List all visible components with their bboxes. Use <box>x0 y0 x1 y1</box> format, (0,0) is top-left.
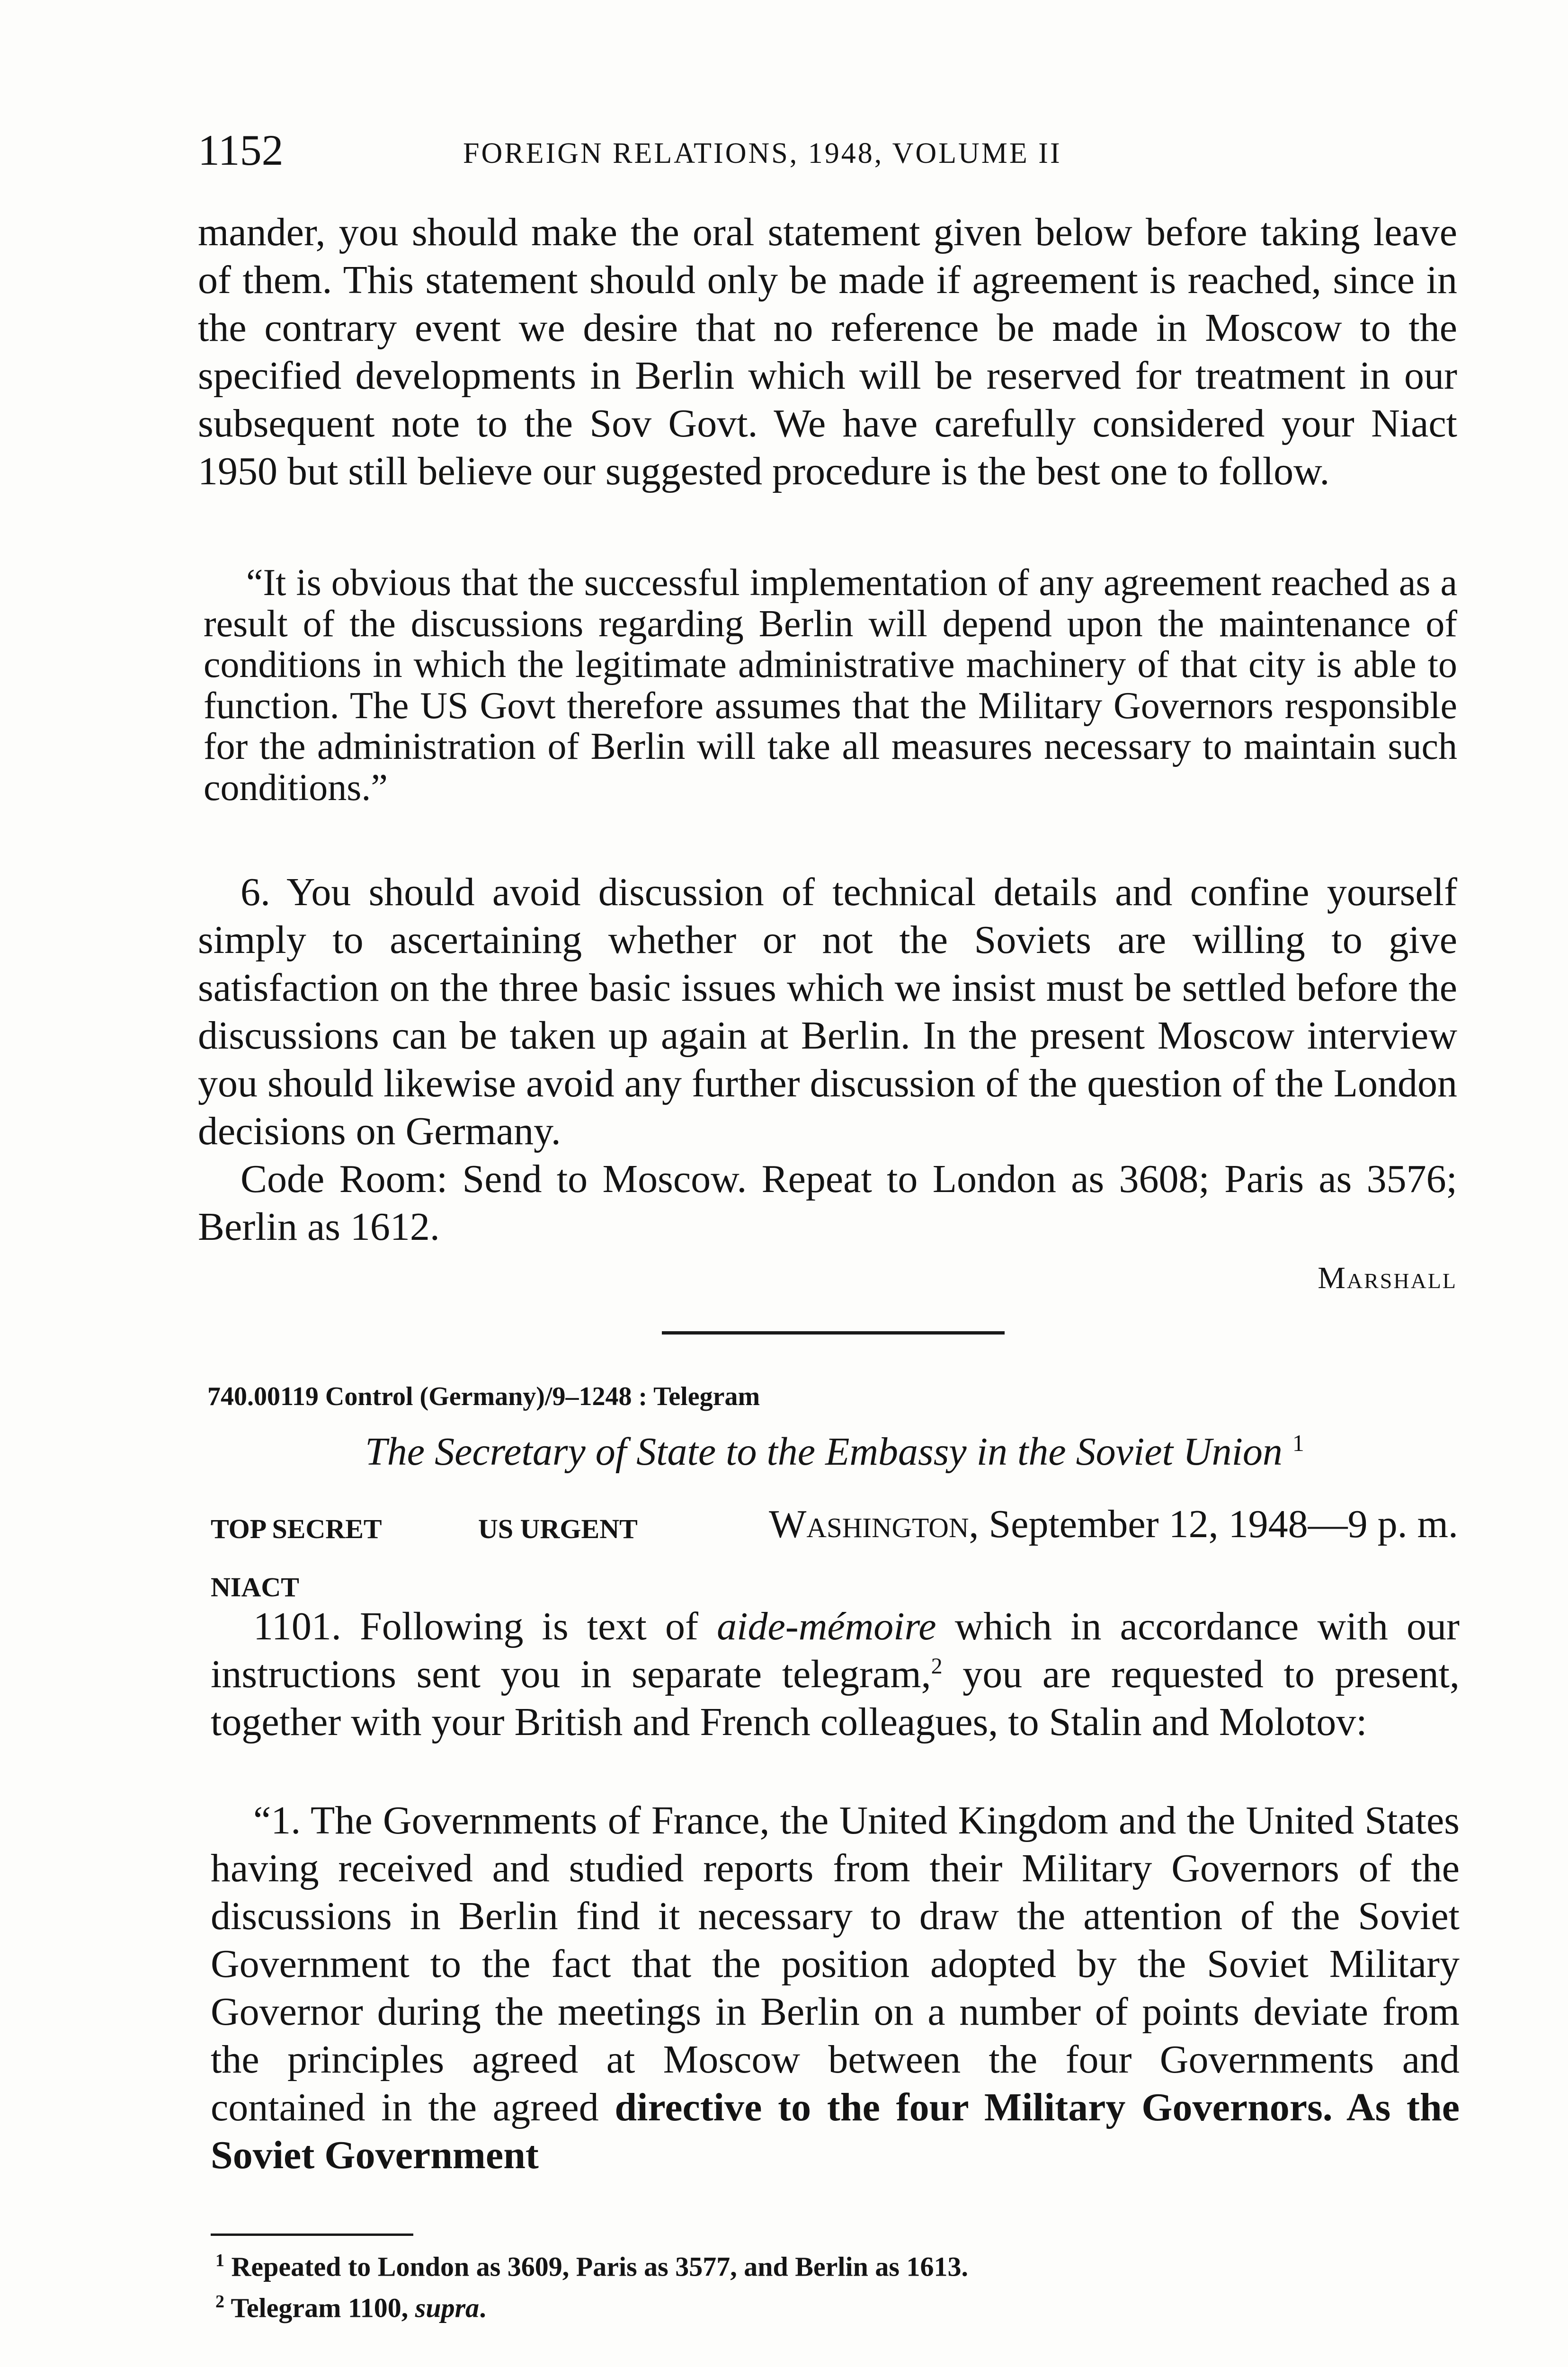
footnotes <box>215 2243 1446 2326</box>
telegram-text-c: you are requested to present, together with your British and French colleagues, to Stalin and Molotov: <box>211 1652 1460 1744</box>
footnote-ref-2: 2 <box>931 1654 943 1679</box>
footnote-2-text-b: . <box>479 2292 486 2323</box>
footnote-1-mark: 1 <box>215 2251 224 2270</box>
footnote-2-text-em: supra <box>415 2292 480 2323</box>
niact-label: NIACT <box>211 1572 299 1602</box>
aide-memoire-text-last: directive to the four Military Governors. As the Soviet Government <box>211 2085 1460 2177</box>
dateline-place: Washington <box>769 1502 969 1546</box>
code-room-text: Code Room: Send to Moscow. Repeat to London as 3608; Paris as 3576; Berlin as 1612. <box>198 1157 1457 1249</box>
footnote-2-text-a: Telegram 1100, <box>231 2292 415 2323</box>
paragraph-text: mander, you should make the oral statement given below before taking leave of them. This statement should only be made if agreement is reached, since in the contrary event we desire that no reference be made in Moscow to the specified developments in Berlin which will be reserved for treatment in our subsequent note to the Sov Govt. We have carefully considered your Niact 1950 but still believe our suggested procedure is the best one to follow. <box>198 210 1457 493</box>
telegram-paragraph <box>211 1602 1460 1746</box>
quote-text: “It is obvious that the successful implementation of any agreement reached as a result of the discussions regarding Berlin will depend upon the maintenance of conditions in which the legitimate administrative machinery of that city is able to function. The US Govt therefore assumes that the Military Governors responsible for the administration of Berlin will take all measures necessary to maintain such conditions.” <box>204 562 1457 809</box>
footnote-2 <box>215 2284 1446 2325</box>
classification-label: TOP SECRET <box>211 1513 382 1544</box>
footnote-ref-1: 1 <box>1292 1430 1304 1456</box>
paragraph-6-text: 6. You should avoid discussion of technical details and confine yourself simply to ascertaining whether or not the Soviets are willing to give satisfaction on the three basic issues which we insist must be settled before the discussions can be taken up again at Berlin. In the present Moscow interview you should likewise avoid any further discussion of the question of the London decisions on Germany. <box>198 870 1457 1153</box>
footnote-rule <box>211 2234 413 2236</box>
footnote-1-text: Repeated to London as 3609, Paris as 3577, and Berlin as 1613. <box>231 2251 968 2282</box>
aide-memoire-paragraph <box>211 1797 1460 2179</box>
footnote-1 <box>215 2243 1446 2284</box>
page-number: 1152 <box>198 126 284 174</box>
document-title-text: The Secretary of State to the Embassy in the Soviet Union <box>365 1430 1283 1474</box>
footnote-2-mark: 2 <box>215 2292 224 2312</box>
page-header <box>198 124 1457 176</box>
file-reference: 740.00119 Control (Germany)/9–1248 : Telegram <box>207 1382 760 1411</box>
running-head: FOREIGN RELATIONS, 1948, VOLUME II <box>463 137 1062 169</box>
telegram-text-a: 1101. Following is text of <box>253 1604 717 1648</box>
telegram-text-em: aide-mémoire <box>717 1604 936 1648</box>
paragraph-continuation <box>198 208 1457 495</box>
aide-memoire-text-main: “1. The Governments of France, the United Kingdom and the United States having received and studied reports from their Military Governors of the discussions in Berlin find it necessary to draw the attention of the Soviet Government to the fact that the position adopted by the Soviet Military Governor during the meetings in Berlin on a number of points deviate from the principles agreed at Moscow between the four Governments and contained in the agreed <box>211 1798 1460 2129</box>
paragraph-6 <box>198 868 1457 1251</box>
telegram-text-b: which in accordance with our instructions sent you in separate telegram, <box>211 1604 1460 1696</box>
document-title <box>207 1419 1462 1476</box>
telegram-text <box>211 1602 1460 1746</box>
section-divider <box>662 1331 1005 1335</box>
dateline-date: , September 12, 1948—9 p. m. <box>969 1502 1458 1546</box>
oral-statement-quote <box>204 562 1457 808</box>
urgency-label: US URGENT <box>478 1513 638 1544</box>
aide-memoire-text <box>211 1797 1460 2179</box>
signature: Marshall <box>1318 1261 1457 1295</box>
dateline <box>705 1501 1458 1548</box>
